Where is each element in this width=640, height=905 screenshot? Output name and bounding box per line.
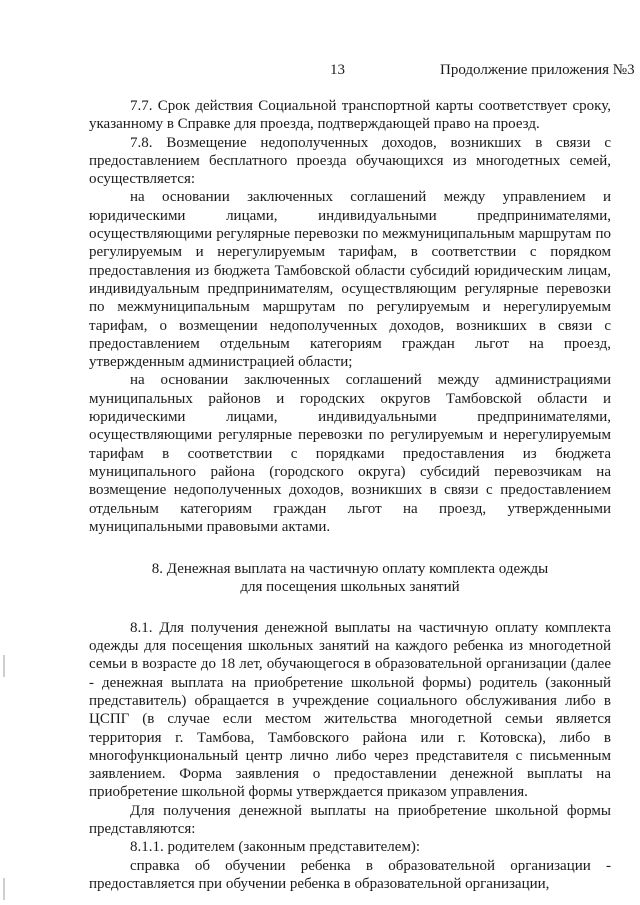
paragraph-7-8: 7.8. Возмещение недополученных доходов, возникших в связи с предоставлением бесплатного проезда обучающихся из многодетных семей, осуществляется: <box>89 134 611 188</box>
scan-margin-mark <box>3 655 5 677</box>
section-8-title <box>89 560 611 597</box>
section-title-line-1: 8. Денежная выплата на частичную оплату комплекта одежды <box>151 561 549 578</box>
section-title-line-2: для посещения школьных занятий <box>240 579 460 596</box>
page-number: 13 <box>330 62 345 78</box>
paragraph-8-1-1: 8.1.1. родителем (законным представителем): <box>130 839 421 856</box>
document-body <box>89 97 611 893</box>
paragraph-7-8-item-2: на основании заключенных соглашений между администрациями муниципальных районов и городских округов Тамбовской области и юридическими лицами, индивидуальными предпринимателями, осуществляющими регулярные перевозки по регулируемым и нерегулируемым тарифам в соответствии с порядками предоставления из бюджета муниципального района (городского округа) субсидий перевозчикам на возмещение недополученных доходов, возникших в связи с предоставлением отдельным категориям граждан льгот на проезд, утвержденными муниципальными правовыми актами. <box>89 372 611 535</box>
scan-margin-mark <box>3 878 5 900</box>
paragraph-school-certificate: справка об обучении ребенка в образовательной организации - предоставляется при обучении ребенка в образовательной организации, <box>89 857 611 892</box>
paragraph-documents-intro: Для получения денежной выплаты на приобретение школьной формы представляются: <box>89 802 611 837</box>
paragraph-7-8-item-1: на основании заключенных соглашений между управлением и юридическими лицами, индивидуальными предпринимателями, осуществляющими регулярные перевозки по межмуниципальным маршрутам по регулируемым и нерегулируемым тарифам, в соответствии с порядком предоставления из бюджета Тамбовской области субсидий юридическим лицам, индивидуальным предпринимателям, осуществляющим регулярные перевозки по межмуниципальным маршрутам по регулируемым и нерегулируемым тарифам, о возмещении недополученных доходов, возникших в связи с предоставлением отдельным категориям граждан льгот на проезд, утвержденным администрацией области; <box>89 189 611 371</box>
paragraph-8-1: 8.1. Для получения денежной выплаты на частичную оплату комплекта одежды для посещения школьных занятий на каждого ребенка из многодетной семьи в возрасте до 18 лет, обучающегося в образовательной организации (далее - денежная выплата на приобретение школьной формы) родитель (законный представитель) обращается в учреждение социального обслуживания либо в ЦСПГ (в случае если местом жительства многодетной семьи является территория г. Тамбова, Тамбовского района или г. Котовска), либо в многофункциональный центр лично либо через представителя с письменным заявлением. Форма заявления о предоставлении денежной выплаты на приобретение школьной формы утверждается приказом управления. <box>89 619 611 801</box>
paragraph-7-7: 7.7. Срок действия Социальной транспортной карты соответствует сроку, указанному в Справке для проезда, подтверждающей право на проезд. <box>89 98 611 133</box>
appendix-label: Продолжение приложения №3 <box>440 62 635 78</box>
page-header <box>0 62 640 82</box>
